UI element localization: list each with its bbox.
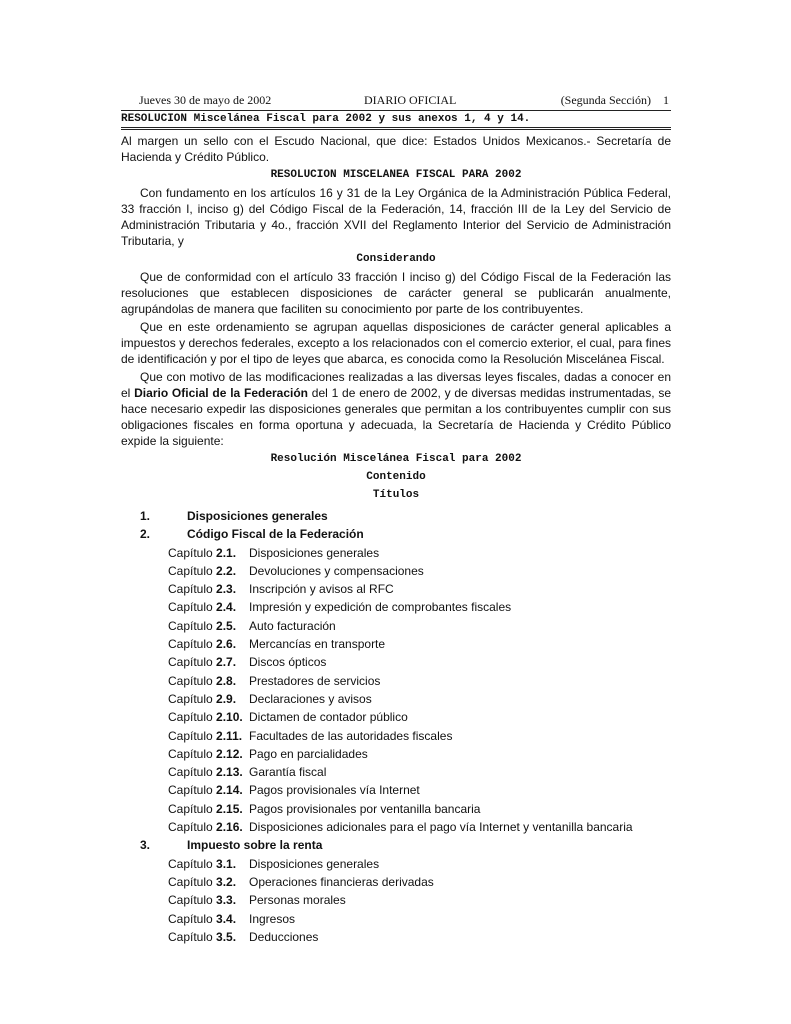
chapter-number: 3.4. xyxy=(216,911,237,926)
chapter-label-word: Capítulo xyxy=(168,911,213,926)
chapter-label xyxy=(168,929,249,945)
toc-chapter-item xyxy=(121,800,671,818)
chapter-name: Prestadores de servicios xyxy=(249,673,381,688)
toc-title-item xyxy=(121,525,671,543)
chapter-number: 2.8. xyxy=(216,673,237,688)
para3-post: del 1 de enero de 2002, y de diversas medidas instrumentadas, se hace necesario expedir las disposiciones generales que permitan a los contribuyentes cumplir con sus obligaciones fiscales en forma oportuna y adecuada, la Secretaría de Hacienda y Crédito Público expide la siguiente: xyxy=(121,385,671,449)
titulos-heading: Títulos xyxy=(372,488,420,501)
toc-chapter-item xyxy=(121,891,671,909)
header-section-text: (Segunda Sección) xyxy=(560,93,651,107)
chapter-label-word: Capítulo xyxy=(168,600,213,615)
chapter-label xyxy=(168,746,249,762)
chapter-label xyxy=(168,654,249,670)
chapter-number: 2.6. xyxy=(216,637,237,652)
chapter-label xyxy=(168,563,249,579)
header-rule xyxy=(121,110,671,111)
chapter-name: Declaraciones y avisos xyxy=(249,691,372,706)
chapter-number: 2.4. xyxy=(216,600,237,615)
chapter-label-word: Capítulo xyxy=(168,929,213,944)
toc-chapter-item xyxy=(121,909,671,927)
chapter-number: 3.3. xyxy=(216,893,237,908)
chapter-name: Pago en parcialidades xyxy=(249,746,368,761)
header-page-number: 1 xyxy=(663,93,669,107)
chapter-name: Disposiciones generales xyxy=(249,545,380,560)
chapter-number: 3.5. xyxy=(216,929,237,944)
chapter-number: 2.16. xyxy=(216,820,243,835)
chapter-label xyxy=(168,636,249,652)
chapter-label-word: Capítulo xyxy=(168,618,213,633)
chapter-number: 3.2. xyxy=(216,874,237,889)
toc-title-text: Impuesto sobre la renta xyxy=(187,838,323,853)
chapter-label-word: Capítulo xyxy=(168,746,213,761)
chapter-number: 3.1. xyxy=(216,856,237,871)
margin-note: Al margen un sello con el Escudo Nacional, que dice: Estados Unidos Mexicanos.- Secretaría de Hacienda y Crédito Público. xyxy=(121,134,671,165)
para3-bold: Diario Oficial de la Federación xyxy=(134,385,309,400)
chapter-label xyxy=(168,709,249,725)
chapter-label xyxy=(168,545,249,561)
chapter-label-word: Capítulo xyxy=(168,691,213,706)
considerando-heading: Considerando xyxy=(356,252,436,265)
header-date: Jueves 30 de mayo de 2002 xyxy=(139,93,272,107)
main-heading: RESOLUCION MISCELANEA FISCAL PARA 2002 xyxy=(270,168,522,181)
chapter-label-word: Capítulo xyxy=(168,856,213,871)
chapter-label-word: Capítulo xyxy=(168,637,213,652)
chapter-label-word: Capítulo xyxy=(168,563,213,578)
chapter-label xyxy=(168,728,249,744)
chapter-number: 2.5. xyxy=(216,618,237,633)
toc-chapter-item xyxy=(121,562,671,580)
chapter-label-word: Capítulo xyxy=(168,673,213,688)
chapter-label-word: Capítulo xyxy=(168,710,213,725)
chapter-label xyxy=(168,801,249,817)
chapter-label-word: Capítulo xyxy=(168,820,213,835)
chapter-label xyxy=(168,874,249,890)
chapter-label-word: Capítulo xyxy=(168,765,213,780)
considerando-paragraph-1: Que de conformidad con el artículo 33 fracción I inciso g) del Código Fiscal de la Federación las resoluciones que establecen disposiciones de carácter general se publicarán anualmente, agrupándolas de manera que faciliten su conocimiento por parte de los contribuyentes. xyxy=(121,269,671,317)
chapter-label-word: Capítulo xyxy=(168,801,213,816)
contenido-heading: Contenido xyxy=(366,470,426,483)
toc-title-number: 2. xyxy=(140,527,151,542)
chapter-number: 2.9. xyxy=(216,691,237,706)
toc-chapter-item xyxy=(121,745,671,763)
chapter-label xyxy=(168,581,249,597)
chapter-name: Devoluciones y compensaciones xyxy=(249,563,424,578)
toc-chapter-item xyxy=(121,818,671,836)
chapter-label xyxy=(168,911,249,927)
header-journal: DIARIO OFICIAL xyxy=(364,93,457,107)
chapter-label xyxy=(168,764,249,780)
chapter-number: 2.7. xyxy=(216,655,237,670)
chapter-name: Pagos provisionales por ventanilla bancaria xyxy=(249,801,481,816)
toc-chapter-item xyxy=(121,708,671,726)
toc-title-text: Disposiciones generales xyxy=(187,508,328,523)
toc-chapter-item xyxy=(121,873,671,891)
chapter-label xyxy=(168,599,249,615)
chapter-number: 2.3. xyxy=(216,582,237,597)
toc-title-text: Código Fiscal de la Federación xyxy=(187,527,364,542)
toc-title-number: 1. xyxy=(140,508,151,523)
chapter-label-word: Capítulo xyxy=(168,728,213,743)
chapter-name: Ingresos xyxy=(249,911,296,926)
chapter-name: Dictamen de contador público xyxy=(249,710,408,725)
chapter-name: Discos ópticos xyxy=(249,655,327,670)
toc-chapter-item xyxy=(121,855,671,873)
toc-chapter-item xyxy=(121,727,671,745)
toc-chapter-item xyxy=(121,690,671,708)
chapter-number: 2.12. xyxy=(216,746,243,761)
chapter-number: 2.11. xyxy=(216,728,243,743)
chapter-name: Impresión y expedición de comprobantes fiscales xyxy=(249,600,512,615)
chapter-name: Auto facturación xyxy=(249,618,336,633)
chapter-label-word: Capítulo xyxy=(168,874,213,889)
considerando-paragraph-2: Que en este ordenamiento se agrupan aquellas disposiciones de carácter general aplicables a impuestos y derechos federales, excepto a los relacionados con el comercio exterior, el cual, para fines de identificación y por el tipo de leyes que abarca, es conocida como la Resolución Miscelánea Fiscal. xyxy=(121,319,671,367)
toc-title-item xyxy=(121,507,671,525)
resolucion-heading: Resolución Miscelánea Fiscal para 2002 xyxy=(270,452,522,465)
toc-title-number: 3. xyxy=(140,838,151,853)
chapter-name: Garantía fiscal xyxy=(249,765,327,780)
toc-chapter-item xyxy=(121,544,671,562)
fundamento-paragraph: Con fundamento en los artículos 16 y 31 de la Ley Orgánica de la Administración Pública Federal, 33 fracción I, inciso g) del Código Fiscal de la Federación, 14, fracción III de la Ley del Servicio de Administración Tributaria y 4o., fracción XVII del Reglamento Interior del Servicio de Administración Tributaria, y xyxy=(121,185,671,249)
toc-chapter-item xyxy=(121,598,671,616)
chapter-name: Disposiciones adicionales para el pago vía Internet y ventanilla bancaria xyxy=(249,820,633,835)
toc-title-item xyxy=(121,836,671,854)
chapter-label-word: Capítulo xyxy=(168,545,213,560)
chapter-name: Disposiciones generales xyxy=(249,856,380,871)
chapter-name: Facultades de las autoridades fiscales xyxy=(249,728,453,743)
chapter-label xyxy=(168,673,249,689)
toc-chapter-item xyxy=(121,617,671,635)
table-of-contents xyxy=(121,507,671,946)
toc-chapter-item xyxy=(121,635,671,653)
chapter-label-word: Capítulo xyxy=(168,582,213,597)
para3-pre: Que con motivo de las modificaciones realizadas a las diversas leyes fiscales, dadas a conocer en el xyxy=(121,369,671,400)
document-body xyxy=(121,133,671,946)
document-title: RESOLUCION Miscelánea Fiscal para 2002 y sus anexos 1, 4 y 14. xyxy=(121,113,531,125)
chapter-name: Inscripción y avisos al RFC xyxy=(249,582,394,597)
chapter-label xyxy=(168,819,249,835)
toc-chapter-item xyxy=(121,928,671,946)
chapter-number: 2.10. xyxy=(216,710,243,725)
chapter-name: Pagos provisionales vía Internet xyxy=(249,783,420,798)
chapter-number: 2.13. xyxy=(216,765,243,780)
page-header xyxy=(121,92,671,110)
header-section xyxy=(561,93,651,108)
chapter-number: 2.15. xyxy=(216,801,243,816)
chapter-label xyxy=(168,856,249,872)
chapter-number: 2.2. xyxy=(216,563,237,578)
toc-chapter-item xyxy=(121,763,671,781)
chapter-name: Mercancías en transporte xyxy=(249,637,386,652)
chapter-number: 2.14. xyxy=(216,783,243,798)
chapter-label xyxy=(168,892,249,908)
chapter-label xyxy=(168,782,249,798)
chapter-label-word: Capítulo xyxy=(168,893,213,908)
chapter-number: 2.1. xyxy=(216,545,237,560)
toc-chapter-item xyxy=(121,672,671,690)
chapter-label-word: Capítulo xyxy=(168,655,213,670)
chapter-label xyxy=(168,618,249,634)
chapter-label-word: Capítulo xyxy=(168,783,213,798)
chapter-name: Operaciones financieras derivadas xyxy=(249,874,434,889)
toc-chapter-item xyxy=(121,653,671,671)
considerando-paragraph-3 xyxy=(121,369,671,450)
chapter-name: Deducciones xyxy=(249,929,319,944)
chapter-name: Personas morales xyxy=(249,893,346,908)
toc-chapter-item xyxy=(121,580,671,598)
chapter-label xyxy=(168,691,249,707)
toc-chapter-item xyxy=(121,781,671,799)
title-double-rule xyxy=(121,127,671,130)
